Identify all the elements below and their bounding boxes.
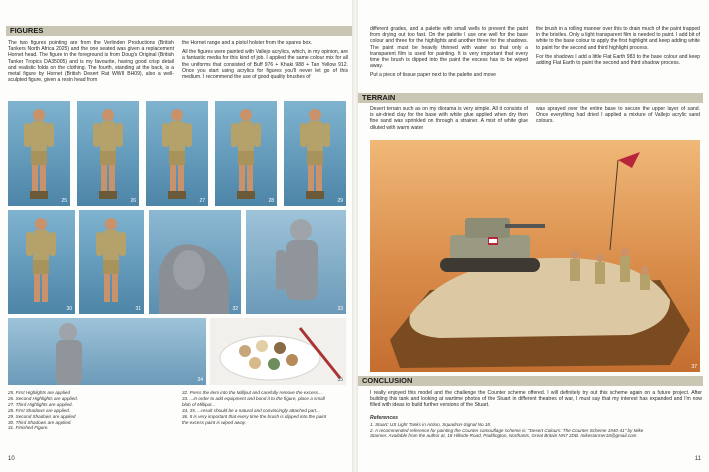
photo-number: 37 (691, 364, 697, 370)
caption-line: 36. It is very important that every time the brush is dipped into the paint (182, 413, 327, 419)
caption-line: 33. ...in order to add equipment and bond it to the figure, place a small (182, 395, 325, 401)
figure-photo-26 (77, 101, 139, 206)
photo-number: 27 (199, 198, 205, 204)
photo-number: 35 (337, 377, 343, 383)
terrain-text-col2 (536, 106, 700, 128)
section-title-conclusion: CONCLUSION (358, 376, 703, 386)
caption-line: blob of Milliput... (182, 401, 216, 407)
caption-line: 26. Second Highlights are applied. (8, 395, 78, 401)
caption-line: 29. Second Shadows are applied (8, 413, 76, 419)
references-title: References (370, 415, 398, 421)
figure-photo-27 (146, 101, 208, 206)
caption-line: 25. First Highlights are applied (8, 390, 71, 395)
photo-number: 28 (268, 198, 274, 204)
figure-photo-30 (8, 210, 75, 314)
figure-photo-25 (8, 101, 70, 206)
photo-number: 31 (135, 306, 141, 312)
paragraph: The two figures pointing are from the Verlinden Productions (British Tankers North Africa 2025) and the one seated was given a replacement Hornet head. The figure in the foreground is from Doug's Original (British Tanker Tropics DA35005) and is my favourite, having good crisp detail and realistic folds on the clothing. The fourth, standing at the back, is a metal figure by Hornet (British Desert Rat WWII BH09), also a well-sculpted figure, given a resin head from (8, 40, 174, 84)
paragraph: the Hornet range and a pistol holster from the spares box. (182, 40, 313, 46)
paragraph: Put a piece of tissue paper next to the palette and move (370, 72, 497, 79)
paragraph: Desert terrain such as on my diorama is very simple. All it consists of is air-dried clay for the base with white glue applied when dry then fine sand was sprinkled on through a strainer. A mist of white glue diluted with warm water (370, 106, 528, 131)
section-title-figures: FIGURES (6, 26, 352, 36)
painting-text-col1 (370, 26, 528, 82)
figures-text-col1 (8, 40, 174, 86)
figure-photo-33 (246, 210, 346, 314)
caption-line: 31. Finished Figure. (8, 425, 49, 431)
figure-photo-29 (284, 101, 346, 206)
figure-photo-31 (79, 210, 144, 314)
reference-line: 1. Stuart: US Light Tanks in Action, Squadron-Signal No.18. (370, 421, 492, 427)
left-page (0, 0, 352, 472)
captions-left (8, 390, 168, 431)
photo-number: 29 (337, 198, 343, 204)
page-number-right: 11 (694, 456, 701, 462)
caption-line: 32. Press the item into the Milliput and carefully remove the excess... (182, 390, 322, 395)
section-title-terrain: TERRAIN (358, 93, 703, 103)
figure-photo-35 (210, 318, 346, 385)
captions-right (182, 390, 348, 425)
paragraph: different grades, and a palette with small wells to prevent the paint from drying out too fast. On the palette I use one well for the base colour and three for the highlights and another three for the shadows. The paint must be heavily thinned with water so that only a transparent film is used for painting. It is very important that every time the brush is dipped into the paint the excess has to be wiped away. (370, 26, 528, 70)
caption-line: 27. Third Highlights are applied. (8, 401, 73, 407)
photo-number: 34 (197, 377, 203, 383)
figures-text-col2 (182, 40, 348, 83)
caption-line: 30. Third Shadows are applied. (8, 419, 72, 425)
paragraph: the brush in a rolling manner over this to drain much of the paint trapped in the bristles. Only a light transparent film is needed to paint. I add bit of white to the base colour to apply the first highlight and keep adding white to paint for the second and third highlight process. (536, 26, 700, 51)
paragraph: All the figures were painted with Vallejo acrylics, which, in my opinion, are a fantastic media for this kind of job. I applied the same colour mix for all the uniforms that consisted of Buff 976 + Khaki 988 + Tan Yellow 912. Once you start using acrylics for figures you'll never let go of this medium. I recommend the use of good quality brushes of (182, 49, 348, 81)
reference-line: 2. A recommended reference for painting the Counter camouflage scheme is: "Desert Colours: The Counter Scheme 1940-41" by Mike (370, 427, 644, 433)
figure-photo-34 (8, 318, 206, 385)
page-number-left: 10 (8, 456, 15, 462)
references (370, 416, 705, 439)
caption-line: 28. First Shadows are applied. (8, 407, 71, 413)
caption-line: the excess paint is wiped away. (182, 419, 247, 425)
right-page (358, 0, 709, 472)
diorama-photo-37 (370, 140, 700, 372)
photo-number: 25 (61, 198, 67, 204)
conclusion-text (370, 390, 702, 412)
photo-number: 33 (337, 306, 343, 312)
paragraph: was sprayed over the entire base to secure the upper layer of sand. Once everything had dried I applied a mixture of Vallejo acrylic sand colours. (536, 106, 700, 125)
paragraph: I really enjoyed this model and the challenge the Counter scheme offered. I will definitely try out this scheme again on a future project. After building this tank and looking at wartime photos of the Stuart in different theatres of war, I must say that my interest has expanded and I'm now filled with ideas to build further versions of the Stuart. (370, 390, 702, 409)
figure-photo-32 (149, 210, 241, 314)
photo-number: 26 (130, 198, 136, 204)
terrain-text-col1 (370, 106, 528, 134)
reference-line: Starmer. Available from the author at, 18 Hillside Road, Paddington, Northants, Great Britain NN7 2DB. mikestarmer18@gmail.com (370, 433, 637, 439)
photo-number: 30 (66, 306, 72, 312)
paragraph: For the shadows I add a little Flat Earth 983 to the base colour and keep adding Flat Earth to paint the second and third shadow process. (536, 53, 700, 67)
figure-photo-28 (215, 101, 277, 206)
caption-line: 34, 35. ...result should be a natural and convincingly attached part... (182, 407, 320, 413)
painting-text-col2 (536, 26, 700, 69)
photo-number: 32 (232, 306, 238, 312)
